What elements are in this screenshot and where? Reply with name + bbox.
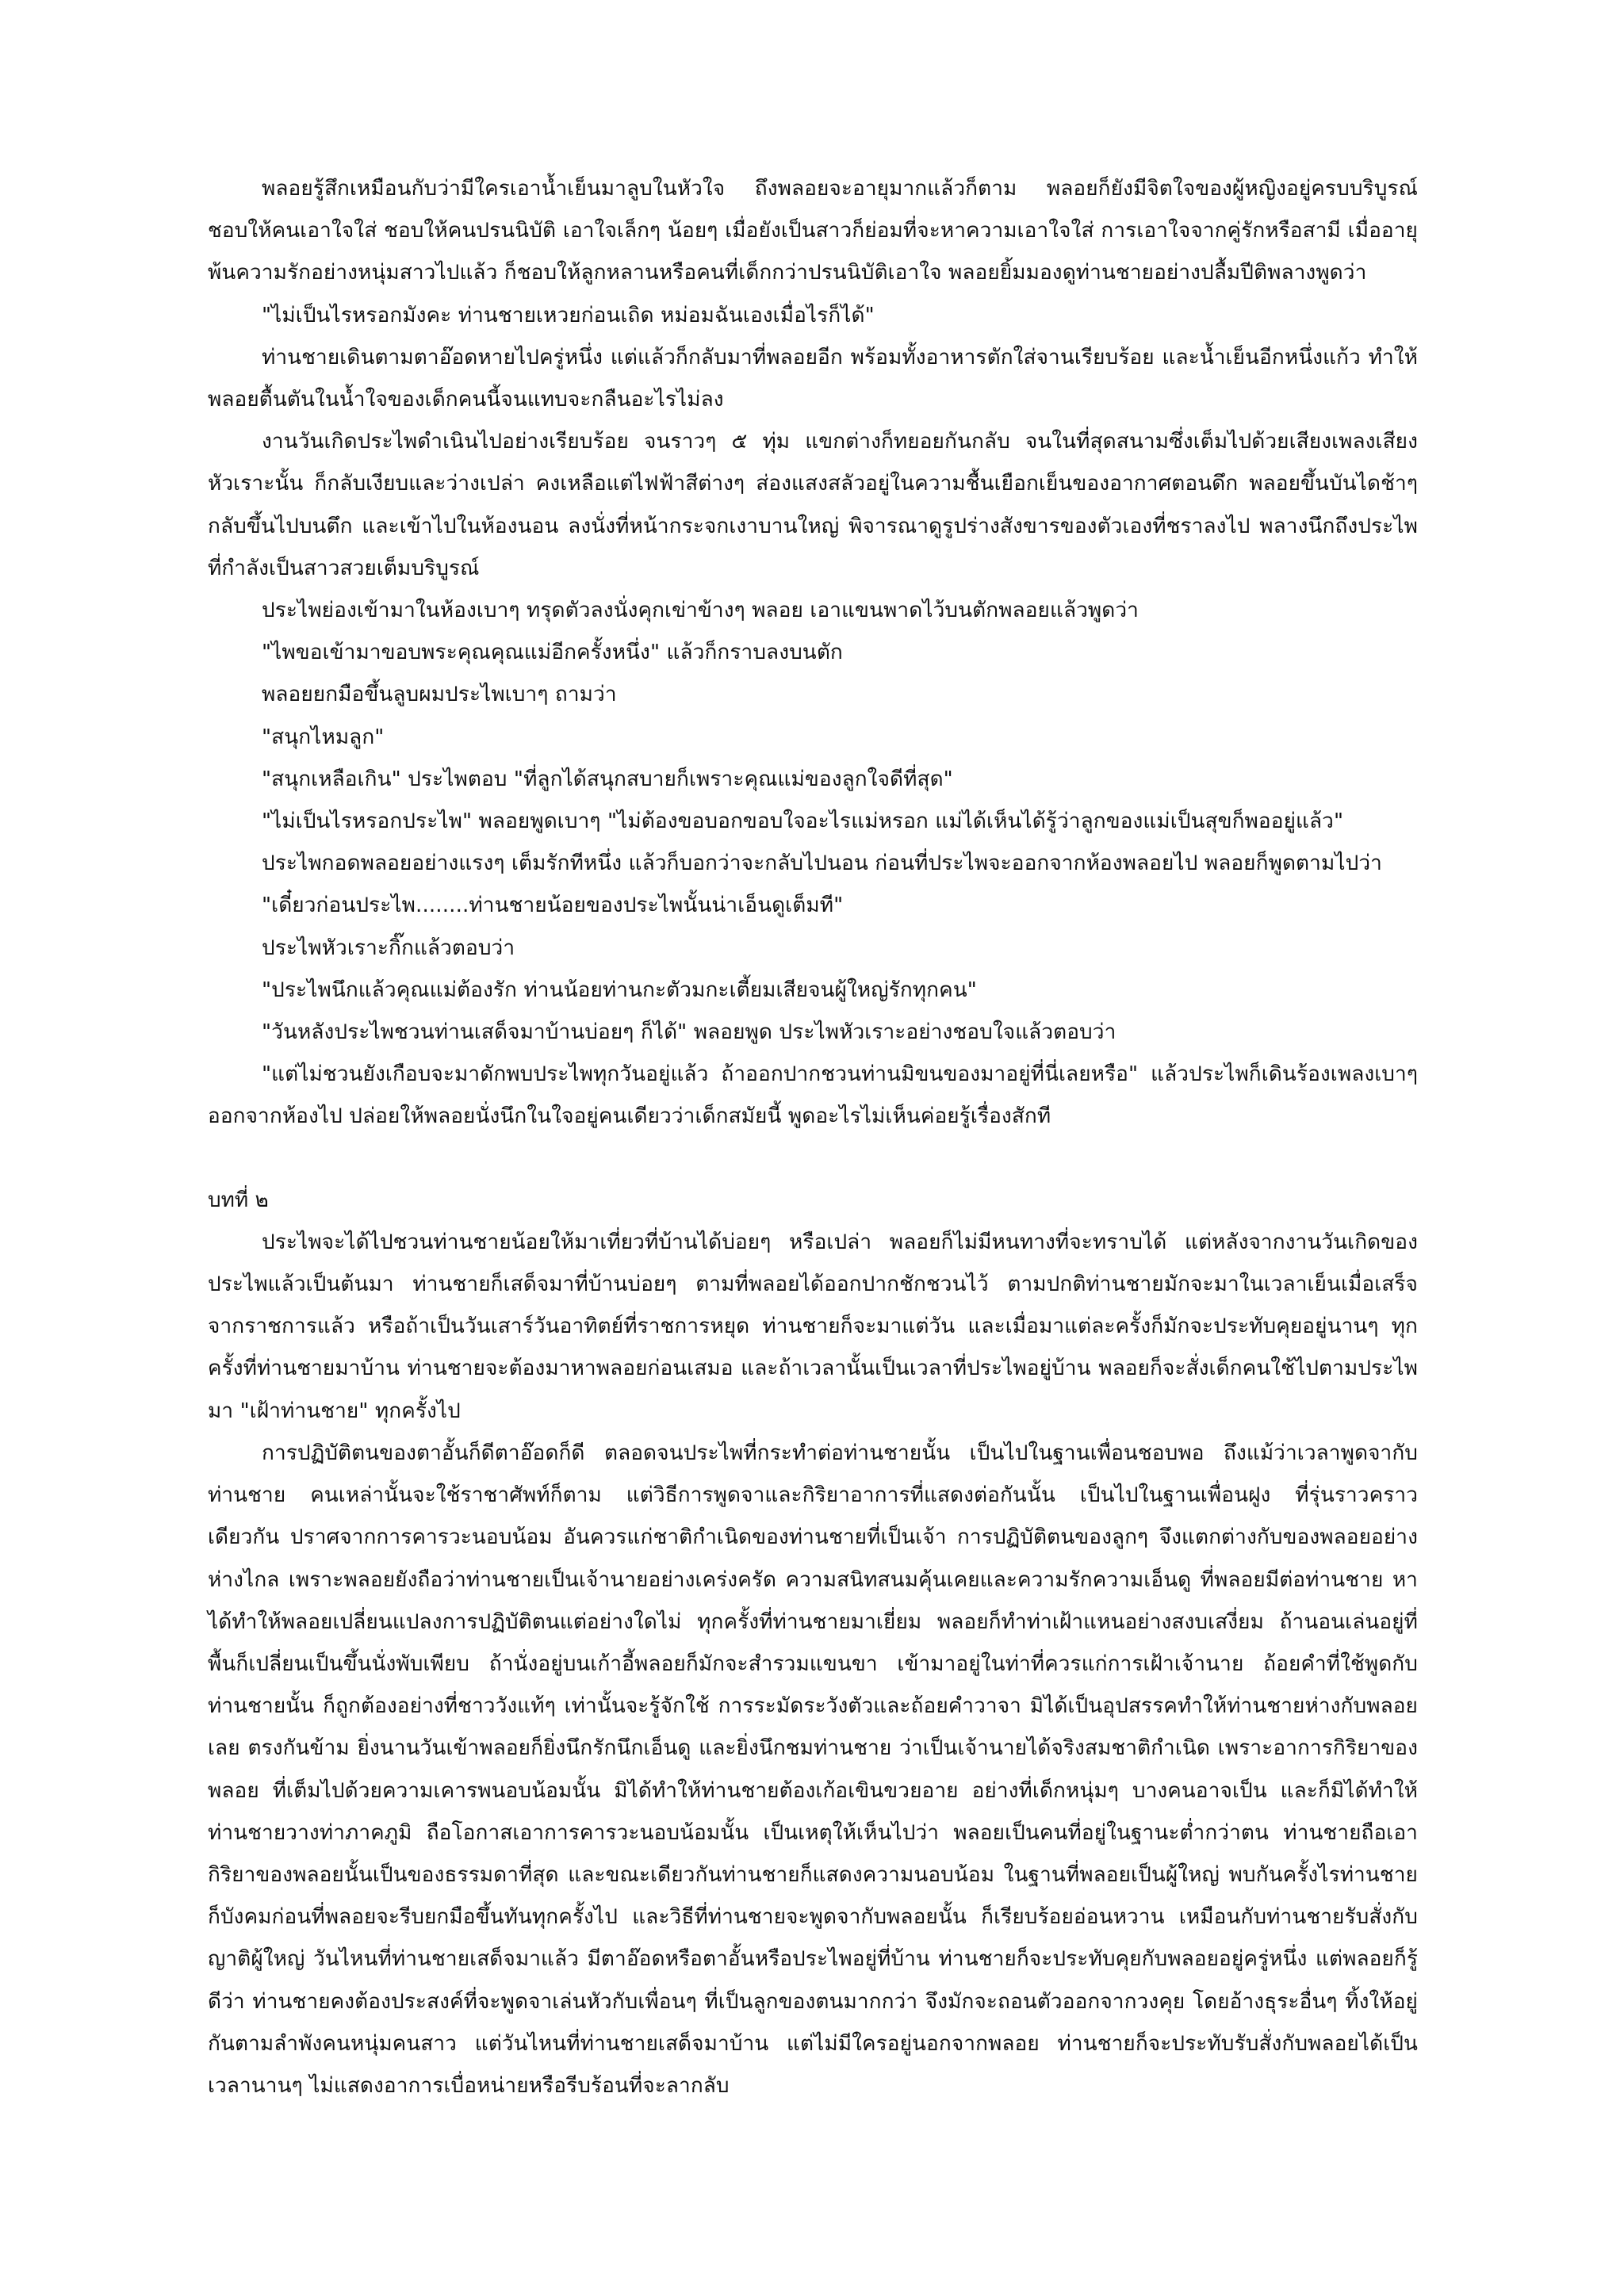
paragraph: ประไพย่องเข้ามาในห้องเบาๆ ทรุดตัวลงนั่งคุกเข่าข้างๆ พลอย เอาแขนพาดไว้บนตักพลอยแล้วพูดว่า <box>262 599 1139 623</box>
paragraph: งานวันเกิดประไพดำเนินไปอย่างเรียบร้อย จนราวๆ ๕ ทุ่ม แขกต่างก็ทยอยกันกลับ จนในที่สุดสนามซึ่งเต็มไปด้วยเสียงเพลงเสียงหัวเราะนั้น ก็กลับเงียบและว่างเปล่า คงเหลือแต่ไฟฟ้าสีต่างๆ ส่องแสงสลัวอยู่ในความชื้นเยือกเย็นของอากาศตอนดึก พลอยขึ้นบันไดช้าๆ กลับขึ้นไปบนตึก และเข้าไปในห้องนอน ลงนั่งที่หน้ากระจกเงาบานใหญ่ พิจารณาดูรูปร่างสังขารของตัวเองที่ชราลงไป พลางนึกถึงประไพที่กำลังเป็นสาวสวยเต็มบริบูรณ์ <box>208 430 1418 580</box>
paragraph: ประไพจะได้ไปชวนท่านชายน้อยให้มาเที่ยวที่บ้านได้บ่อยๆ หรือเปล่า พลอยก็ไม่มีหนทางที่จะทราบได้ แต่หลังจากงานวันเกิดของประไพแล้วเป็นต้นมา ท่านชายก็เสด็จมาที่บ้านบ่อยๆ ตามที่พลอยได้ออกปากชักชวนไว้ ตามปกติท่านชายมักจะมาในเวลาเย็นเมื่อเสร็จจากราชการแล้ว หรือถ้าเป็นวันเสาร์วันอาทิตย์ที่ราชการหยุด ท่านชายก็จะมาแต่วัน และเมื่อมาแต่ละครั้งก็มักจะประทับคุยอยู่นานๆ ทุกครั้งที่ท่านชายมาบ้าน ท่านชายจะต้องมาหาพลอยก่อนเสมอ และถ้าเวลานั้นเป็นเวลาที่ประไพอยู่บ้าน พลอยก็จะสั่งเด็กคนใช้ไปตามประไพมา "เฝ้าท่านชาย" ทุกครั้งไป <box>208 1230 1418 1423</box>
paragraph: "สนุกเหลือเกิน" ประไพตอบ "ที่ลูกได้สนุกสบายก็เพราะคุณแม่ของลูกใจดีที่สุด" <box>262 767 953 791</box>
paragraph: "สนุกไหมลูก" <box>262 725 385 749</box>
paragraph: "ไพขอเข้ามาขอบพระคุณคุณแม่อีกครั้งหนึ่ง" แล้วก็กราบลงบนตัก <box>262 641 843 665</box>
paragraph: พลอยยกมือขึ้นลูบผมประไพเบาๆ ถามว่า <box>262 683 617 707</box>
paragraph: ท่านชายเดินตามตาอ๊อดหายไปครู่หนึ่ง แต่แล้วก็กลับมาที่พลอยอีก พร้อมทั้งอาหารตักใส่จานเรียบร้อย และน้ำเย็นอีกหนึ่งแก้ว ทำให้พลอยตื้นตันในน้ำใจของเด็กคนนี้จนแทบจะกลืนอะไรไม่ลง <box>208 345 1418 412</box>
paragraph: "ประไพนึกแล้วคุณแม่ต้องรัก ท่านน้อยท่านกะตัวมกะเตี้ยมเสียจนผู้ใหญ่รักทุกคน" <box>262 978 977 1002</box>
paragraph: "เดี๋ยวก่อนประไพ........ท่านชายน้อยของประไพนั้นน่าเอ็นดูเต็มที" <box>262 894 844 918</box>
paragraph: "ไม่เป็นไรหรอกมังคะ ท่านชายเหวยก่อนเถิด หม่อมฉันเองเมื่อไรก็ได้" <box>262 303 875 327</box>
paragraph: "แต่ไม่ชวนยังเกือบจะมาดักพบประไพทุกวันอยู่แล้ว ถ้าออกปากชวนท่านมิขนของมาอยู่ที่นี่เลยหรือ" แล้วประไพก็เดินร้องเพลงเบาๆ ออกจากห้องไป ปล่อยให้พลอยนั่งนึกในใจอยู่คนเดียวว่าเด็กสมัยนี้ พูดอะไรไม่เห็นค่อยรู้เรื่องสักที <box>208 1062 1418 1129</box>
chapter-heading: บทที่ ๒ <box>208 1188 269 1212</box>
paragraph: การปฏิบัติตนของตาอั้นก็ดีตาอ๊อดก็ดี ตลอดจนประไพที่กระทำต่อท่านชายนั้น เป็นไปในฐานเพื่อนชอบพอ ถึงแม้ว่าเวลาพูดจากับท่านชาย คนเหล่านั้นจะใช้ราชาศัพท์ก็ตาม แต่วิธีการพูดจาและกิริยาอาการที่แสดงต่อกันนั้น เป็นไปในฐานเพื่อนฝูง ที่รุ่นราวคราวเดียวกัน ปราศจากการคารวะนอบน้อม อันควรแก่ชาติกำเนิดของท่านชายที่เป็นเจ้า การปฏิบัติตนของลูกๆ จึงแตกต่างกับของพลอยอย่างห่างไกล เพราะพลอยยังถือว่าท่านชายเป็นเจ้านายอย่างเคร่งครัด ความสนิทสนมคุ้นเคยและความรักความเอ็นดู ที่พลอยมีต่อท่านชาย หาได้ทำให้พลอยเปลี่ยนแปลงการปฏิบัติตนแต่อย่างใดไม่ ทุกครั้งที่ท่านชายมาเยี่ยม พลอยก็ทำท่าเฝ้าแหนอย่างสงบเสงี่ยม ถ้านอนเล่นอยู่ที่พื้นก็เปลี่ยนเป็นขึ้นนั่งพับเพียบ ถ้านั่งอยู่บนเก้าอี้พลอยก็มักจะสำรวมแขนขา เข้ามาอยู่ในท่าที่ควรแก่การเฝ้าเจ้านาย ถ้อยคำที่ใช้พูดกับท่านชายนั้น ก็ถูกต้องอย่างที่ชาววังแท้ๆ เท่านั้นจะรู้จักใช้ การระมัดระวังตัวและถ้อยคำวาจา มิได้เป็นอุปสรรคทำให้ท่านชายห่างกับพลอยเลย ตรงกันข้าม ยิ่งนานวันเข้าพลอยก็ยิ่งนึกรักนึกเอ็นดู และยิ่งนึกชมท่านชาย ว่าเป็นเจ้านายได้จริงสมชาติกำเนิด เพราะอาการกิริยาของพลอย ที่เต็มไปด้วยความเคารพนอบน้อมนั้น มิได้ทำให้ท่านชายต้องเก้อเขินขวยอาย อย่างที่เด็กหนุ่มๆ บางคนอาจเป็น และก็มิได้ทำให้ท่านชายวางท่าภาคภูมิ ถือโอกาสเอาการคารวะนอบน้อมนั้น เป็นเหตุให้เห็นไปว่า พลอยเป็นคนที่อยู่ในฐานะต่ำกว่าตน ท่านชายถือเอากิริยาของพลอยนั้นเป็นของธรรมดาที่สุด และขณะเดียวกันท่านชายก็แสดงความนอบน้อม ในฐานที่พลอยเป็นผู้ใหญ่ พบกันครั้งไรท่านชายก็บังคมก่อนที่พลอยจะรีบยกมือขึ้นทันทุกครั้งไป และวิธีที่ท่านชายจะพูดจากับพลอยนั้น ก็เรียบร้อยอ่อนหวาน เหมือนกับท่านชายรับสั่งกับญาติผู้ใหญ่ วันไหนที่ท่านชายเสด็จมาแล้ว มีตาอ๊อดหรือตาอั้นหรือประไพอยู่ที่บ้าน ท่านชายก็จะประทับคุยกับพลอยอยู่ครู่หนึ่ง แต่พลอยก็รู้ดีว่า ท่านชายคงต้องประสงค์ที่จะพูดจาเล่นหัวกับเพื่อนๆ ที่เป็นลูกของตนมากกว่า จึงมักจะถอนตัวออกจากวงคุย โดยอ้างธุระอื่นๆ ทิ้งให้อยู่กันตามลำพังคนหนุ่มคนสาว แต่วันไหนที่ท่านชายเสด็จมาบ้าน แต่ไม่มีใครอยู่นอกจากพลอย ท่านชายก็จะประทับรับสั่งกับพลอยได้เป็นเวลานานๆ ไม่แสดงอาการเบื่อหน่ายหรือรีบร้อนที่จะลากลับ <box>208 1441 1418 2098</box>
paragraph: "วันหลังประไพชวนท่านเสด็จมาบ้านบ่อยๆ ก็ได้" พลอยพูด ประไพหัวเราะอย่างชอบใจแล้วตอบว่า <box>262 1020 1116 1045</box>
paragraph: "ไม่เป็นไรหรอกประไพ" พลอยพูดเบาๆ "ไม่ต้องขอบอกขอบใจอะไรแม่หรอก แม่ได้เห็นได้รู้ว่าลูกของแม่เป็นสุขก็พออยู่แล้ว" <box>262 809 1344 834</box>
paragraph: พลอยรู้สึกเหมือนกับว่ามีใครเอาน้ำเย็นมาลูบในหัวใจ ถึงพลอยจะอายุมากแล้วก็ตาม พลอยก็ยังมีจิตใจของผู้หญิงอยู่ครบบริบูรณ์ ชอบให้คนเอาใจใส่ ชอบให้คนปรนนิบัติ เอาใจเล็กๆ น้อยๆ เมื่อยังเป็นสาวก็ย่อมที่จะหาความเอาใจใส่ การเอาใจจากคู่รักหรือสามี เมื่ออายุพ้นความรักอย่างหนุ่มสาวไปแล้ว ก็ชอบให้ลูกหลานหรือคนที่เด็กกว่าปรนนิบัติเอาใจ พลอยยิ้มมองดูท่านชายอย่างปลื้มปีติพลางพูดว่า <box>208 177 1418 285</box>
paragraph: ประไพกอดพลอยอย่างแรงๆ เต็มรักทีหนึ่ง แล้วก็บอกว่าจะกลับไปนอน ก่อนที่ประไพจะออกจากห้องพลอยไป พลอยก็พูดตามไปว่า <box>262 851 1382 876</box>
paragraph: ประไพหัวเราะกิ๊กแล้วตอบว่า <box>262 936 515 960</box>
